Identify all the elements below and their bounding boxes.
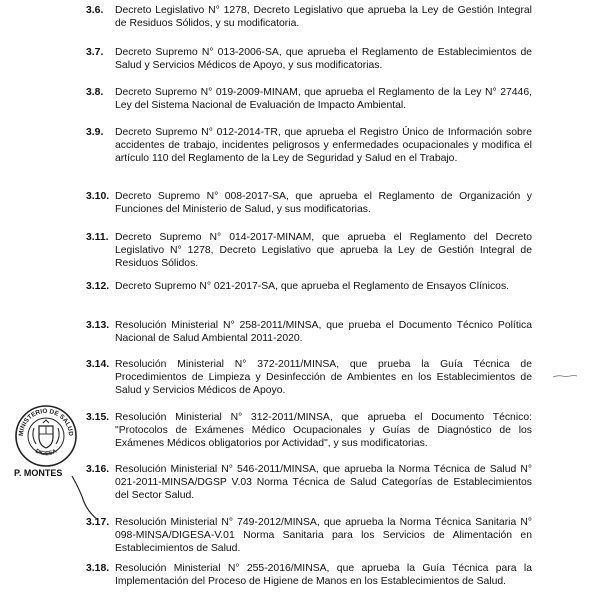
list-item-3-11 bbox=[86, 231, 532, 270]
list-item-3-14 bbox=[86, 358, 532, 397]
item-text: Resolución Ministerial N° 749-2012/MINSA, que aprueba la Norma Técnica Sanitaria N° 098-MINSA/DIGESA-V.01 Norma Sanitaria para los Servicios de Alimentación en Establecimientos de Salud. bbox=[115, 517, 532, 554]
signature-stroke-icon bbox=[70, 474, 100, 522]
item-text: Decreto Supremo N° 013-2006-SA, que aprueba el Reglamento de Establecimientos de Salud y Servicios Médicos de Apoyo, y sus modificatorias. bbox=[115, 47, 532, 71]
list-item-3-10 bbox=[86, 190, 532, 216]
item-number: 3.17. bbox=[86, 517, 110, 528]
item-text: Resolución Ministerial N° 312-2011/MINSA, que aprueba el Documento Técnico: "Protocolos de Exámenes Médico Ocupacionales y Guías de Diagnóstico de los Exámenes Médicos obligatorios por Actividad", y sus modificatorias. bbox=[115, 412, 532, 449]
seal-caption: P. MONTES bbox=[14, 468, 63, 478]
item-number: 3.14. bbox=[86, 359, 110, 370]
item-text: Decreto Supremo N° 021-2017-SA, que aprueba el Reglamento de Ensayos Clínicos. bbox=[115, 281, 510, 292]
item-number: 3.16. bbox=[86, 464, 110, 475]
official-seal-icon bbox=[14, 404, 78, 468]
item-number: 3.10. bbox=[86, 191, 110, 202]
item-number: 3.18. bbox=[86, 563, 110, 574]
list-item-3-18 bbox=[86, 562, 532, 588]
item-number: 3.7. bbox=[86, 47, 104, 58]
item-number: 3.9. bbox=[86, 127, 104, 138]
item-text: Decreto Supremo N° 019-2009-MINAM, que aprueba el Reglamento de la Ley N° 27446, Ley del Sistema Nacional de Evaluación de Impacto Ambiental. bbox=[115, 87, 532, 111]
list-item-3-16 bbox=[86, 463, 532, 502]
list-item-3-17 bbox=[86, 516, 532, 555]
list-item-3-13 bbox=[86, 319, 532, 345]
item-text: Decreto Legislativo N° 1278, Decreto Legislativo que aprueba la Ley de Gestión Integral de Residuos Sólidos, y su modificatoria. bbox=[115, 5, 532, 29]
item-number: 3.15. bbox=[86, 412, 110, 423]
seal-top-text: MINISTERIO DE SALUD bbox=[17, 407, 75, 437]
item-text: Resolución Ministerial N° 372-2011/MINSA, que prueba la Guía Técnica de Procedimientos de Limpieza y Desinfección de Ambientes en los Establecimientos de Salud y Servicios Médicos de Apoyo. bbox=[115, 359, 532, 396]
item-number: 3.8. bbox=[86, 87, 104, 98]
item-number: 3.12. bbox=[86, 281, 110, 292]
item-text: Resolución Ministerial N° 546-2011/MINSA, que aprueba la Norma Técnica de Salud N° 021-2011-MINSA/DGSP V.03 Norma Técnica de Salud Categorías de Establecimientos del Sector Salud. bbox=[115, 464, 532, 501]
svg-text:DIGESA bbox=[34, 448, 58, 457]
item-text: Resolución Ministerial N° 255-2016/MINSA, que aprueba la Guía Técnica para la Implementación del Proceso de Higiene de Manos en los Establecimientos de Salud. bbox=[115, 563, 532, 587]
item-text: Decreto Supremo N° 012-2014-TR, que aprueba el Registro Único de Información sobre accidentes de trabajo, incidentes peligrosos y enfermedades ocupacionales y modifica el artículo 110 del Reglamento de la Ley de Seguridad y Salud en el Trabajo. bbox=[115, 127, 532, 164]
list-item-3-9 bbox=[86, 126, 532, 165]
list-item-3-6 bbox=[86, 4, 532, 30]
seal-bottom-text: DIGESA bbox=[34, 448, 58, 458]
item-text: Resolución Ministerial N° 258-2011/MINSA, que prueba el Documento Técnico Política Nacional de Salud Ambiental 2011-2020. bbox=[115, 320, 532, 344]
item-number: 3.13. bbox=[86, 320, 110, 331]
list-item-3-8 bbox=[86, 86, 532, 112]
item-number: 3.6. bbox=[86, 5, 104, 16]
list-item-3-15 bbox=[86, 411, 532, 450]
item-text: Decreto Supremo N° 008-2017-SA, que aprueba el Reglamento de Organización y Funciones del Ministerio de Salud, y sus modificatorias. bbox=[115, 191, 532, 215]
list-item-3-7 bbox=[86, 46, 532, 72]
item-number: 3.11. bbox=[86, 232, 109, 243]
item-text: Decreto Supremo N° 014-2017-MINAM, que aprueba el Reglamento del Decreto Legislativo N° 1278, Decreto Legislativo que aprueba la Ley de Gestión Integral de Residuos Sólidos. bbox=[115, 232, 532, 269]
margin-mark-icon bbox=[552, 373, 578, 379]
list-item-3-12 bbox=[86, 280, 532, 293]
